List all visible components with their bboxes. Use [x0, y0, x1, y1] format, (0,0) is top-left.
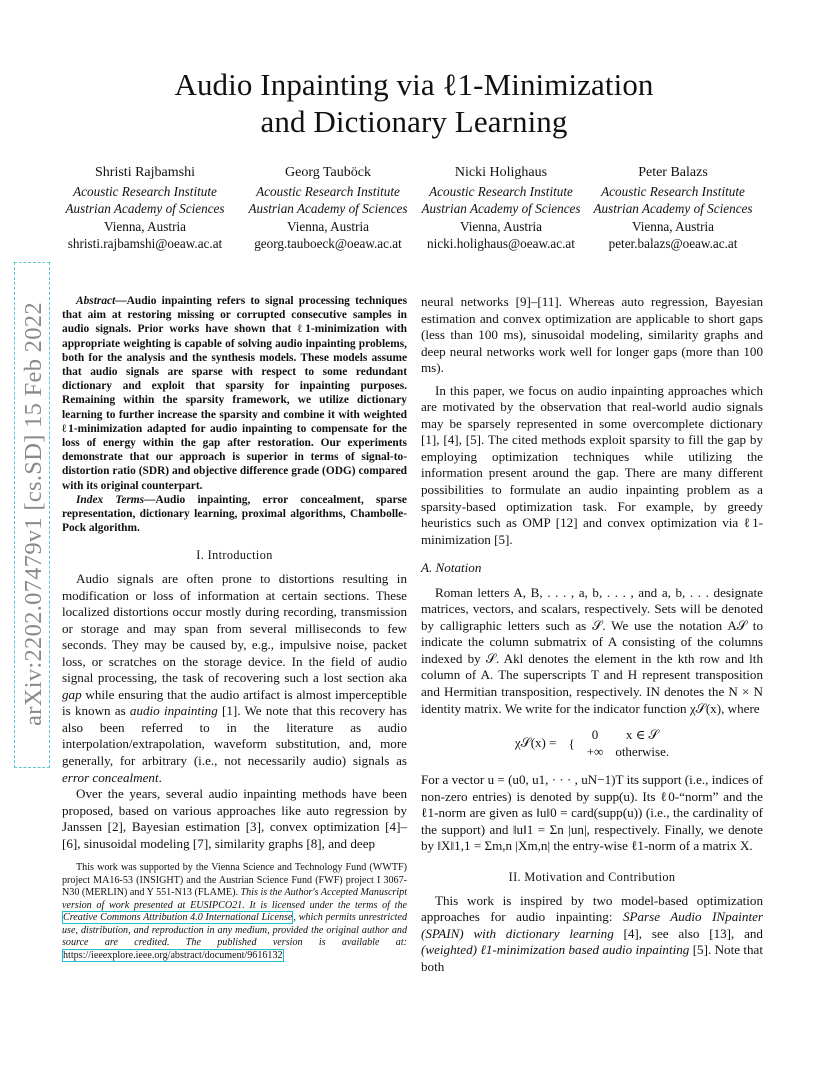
- author-org: Austrian Academy of Sciences: [248, 201, 408, 217]
- arxiv-id[interactable]: arXiv:2202.07479v1 [cs.SD] 15 Feb 2022: [20, 302, 47, 726]
- motivation-paragraph: [421, 893, 763, 976]
- equation-case-1-value: 0: [591, 727, 599, 743]
- author-email: peter.balazs@oeaw.ac.at: [608, 235, 738, 251]
- author-city: Vienna, Austria: [460, 218, 542, 234]
- paper-title: [0, 66, 828, 140]
- motivation-emph-weighted: (weighted) ℓ1-minimization based audio inpainting: [421, 942, 690, 958]
- left-column: [62, 294, 407, 852]
- arxiv-stamp[interactable]: [14, 262, 54, 766]
- paper-title-line1: Audio Inpainting via ℓ1-Minimization: [174, 67, 654, 102]
- author-affiliation: Acoustic Research Institute: [256, 184, 400, 200]
- intro-text: Audio signals are often prone to distortions resulting in modification or loss of information at certain sections. These localized distortions occur mostly during recording, transmission or storage and may span from several milliseconds to few seconds. They may be caused by, e.g., impulsive noise, packet loss, or scratches on the storage device. In the field of audio signal processing, the task of recovering such a lost section aka: [62, 571, 407, 686]
- index-terms-label: Index Terms: [76, 493, 145, 506]
- intro-emph-audio-inpainting: audio inpainting: [129, 703, 218, 719]
- subsection-heading-notation: A. Notation: [421, 560, 482, 576]
- intro-paragraph-2: Over the years, several audio inpainting methods have been proposed, based on various approaches like auto regression by Janssen [2], Bayesian estimation [3], convex optimization [4]–[6], sinusoidal modeling [7], similarity graphs [8], and deep: [62, 786, 407, 851]
- notation-paragraph-2: For a vector u = (u0, u1, · · · , uN−1)T its support (i.e., indices of non-zero entries) is denoted by supp(u). Its ℓ0-“norm” and the ℓ1-norm are given as ‖u‖0 = card(supp(u)) (i.e., the cardinality of the support) and ‖u‖1 = Σn |un|, respectively. Finally, we denote by ‖X‖1,1 = Σm,n |Xm,n| the entry-wise ℓ1-norm of a matrix X.: [421, 772, 763, 854]
- author-block-1: [55, 164, 235, 252]
- footnote-license-text: This is the Author's Accepted Manuscript version of work presented at EUSIPCO21. It is licensed under the terms of the: [62, 887, 408, 911]
- equation-case-2-value: +∞: [586, 743, 604, 759]
- author-block-4: [583, 164, 763, 252]
- motivation-emph-spain: SParse Audio INpainter (SPAIN) with dictionary learning: [421, 909, 763, 941]
- author-org: Austrian Academy of Sciences: [65, 201, 225, 217]
- motivation-text: [4], see also [13], and: [613, 925, 763, 941]
- author-affiliation: Acoustic Research Institute: [429, 184, 573, 200]
- intro-text: while ensuring that the audio artifact is almost imperceptible is known as: [62, 686, 407, 719]
- published-version-link[interactable]: https://ieeexplore.ieee.org/abstract/document/9616132: [63, 949, 283, 961]
- footnote: [62, 862, 407, 962]
- notation-paragraph-1: Roman letters A, B, . . . , a, b, . . . , and a, b, . . . designate matrices, vectors, and scalars, respectively. Sets will be denoted by calligraphic letters such as 𝒮. We use the notation A𝒮 to indicate the column submatrix of A consisting of the columns indexed by 𝒮. Akl denotes the element in the kth row and lth column of A. The superscripts T and H represent transposition and Hermitian transposition, respectively. IN denotes the N × N identity matrix. We write for the indicator function χ𝒮(x), where: [421, 584, 763, 716]
- right-paragraph-2: In this paper, we focus on audio inpainting approaches which are motivated by the observation that real-world audio signals may be sparsely represented in some overcomplete dictionary [1], [4], [5]. The cited methods exploit sparsity to fill the gap by employing optimization techniques while utilizing the information present around the gap. There are many different possibilities to formulate an audio inpainting problem as a sparsity-based optimization task. For example, by greedy heuristics such as OMP [12] and convex optimization via ℓ1-minimization [5].: [421, 382, 763, 547]
- abstract-text: —Audio inpainting refers to signal processing techniques that aim at restoring missing or corrupted consecutive samples in audio signals. Prior works have shown that ℓ1-minimization with appropriate weighting is capable of solving audio inpainting problems, both for the analysis and the synthesis models. These models assume that audio signals are sparse with respect to some redundant dictionary and exploit that sparsity for inpainting purposes. Remaining within the sparsity framework, we utilize dictionary learning to further increase the sparsity and combine it with weighted ℓ1-minimization adapted for audio inpainting to compensate for the loss of energy within the gap after restoration. Our experiments demonstrate that our approach is superior in terms of signal-to-distortion ratio (SDR) and objective difference grade (ODG) compared with its original counterpart.: [62, 295, 407, 492]
- author-email: shristi.rajbamshi@oeaw.ac.at: [67, 235, 223, 251]
- author-affiliation: Acoustic Research Institute: [73, 184, 217, 200]
- author-name: Shristi Rajbamshi: [95, 165, 195, 180]
- author-email: georg.tauboeck@oeaw.ac.at: [254, 235, 402, 251]
- equation-lhs: χ𝒮(x) =: [514, 735, 557, 751]
- indicator-equation: [421, 727, 763, 760]
- intro-text: [1]. We note that this recovery has also been referred to in the literature as audio interpolation/extrapolation, waveform substitution, and, more generally, for arbitrary (i.e., not necessarily audio) signals as: [62, 703, 407, 769]
- abstract-label: Abstract: [76, 295, 116, 307]
- equation-brace: {: [568, 735, 575, 751]
- intro-emph-error-concealment: error concealment: [62, 769, 159, 785]
- author-email: nicki.holighaus@oeaw.ac.at: [427, 235, 575, 251]
- footnote-license-text-2: , which permits unrestricted use, distribution, and reproduction in any medium, provided the original author and source are credited. The published version is available at:: [62, 912, 408, 948]
- license-link[interactable]: Creative Commons Attribution 4.0 International License: [63, 912, 293, 923]
- motivation-text: [5]. Note that both: [421, 942, 763, 974]
- intro-paragraph-1: [62, 571, 407, 786]
- author-name: Georg Tauböck: [285, 165, 371, 180]
- author-org: Austrian Academy of Sciences: [593, 201, 753, 217]
- author-city: Vienna, Austria: [287, 218, 369, 234]
- right-column: [421, 294, 763, 975]
- intro-emph-gap: gap: [62, 686, 82, 702]
- author-affiliation: Acoustic Research Institute: [601, 184, 745, 200]
- equation-case-1-condition: x ∈ 𝒮: [625, 727, 659, 743]
- intro-text: .: [158, 769, 162, 785]
- author-block-2: [238, 164, 418, 252]
- section-heading-motivation: II. Motivation and Contribution: [508, 869, 676, 884]
- author-city: Vienna, Austria: [632, 218, 714, 234]
- equation-case-2-condition: otherwise.: [615, 743, 670, 759]
- abstract: [62, 294, 407, 493]
- motivation-text: This work is inspired by two model-based optimization approaches for audio inpainting:: [421, 892, 763, 925]
- author-name: Peter Balazs: [638, 165, 708, 180]
- author-block-3: [411, 164, 591, 252]
- index-terms-text: —Audio inpainting, error concealment, sparse representation, dictionary learning, proximal algorithms, Chambolle-Pock algorithm.: [62, 493, 407, 535]
- author-org: Austrian Academy of Sciences: [421, 201, 581, 217]
- footnote-funding: This work was supported by the Vienna Science and Technology Fund (WWTF) project MA16-53 (INSIGHT) and the Austrian Science Fund (FWF) project I 3067-N30 (MERLIN) and Y 551-N13 (FLAME).: [62, 862, 407, 898]
- author-name: Nicki Holighaus: [454, 165, 548, 180]
- paper-title-line2: and Dictionary Learning: [260, 104, 568, 139]
- index-terms: [62, 493, 407, 536]
- section-heading-introduction: I. Introduction: [196, 548, 273, 563]
- right-paragraph-1: neural networks [9]–[11]. Whereas auto regression, Bayesian estimation and convex optimization are applicable to short gaps (less than 100 ms), sinusoidal modeling, similarity graphs and deep neural networks work well for longer gaps (more than 100 ms).: [421, 294, 763, 376]
- author-city: Vienna, Austria: [104, 218, 186, 234]
